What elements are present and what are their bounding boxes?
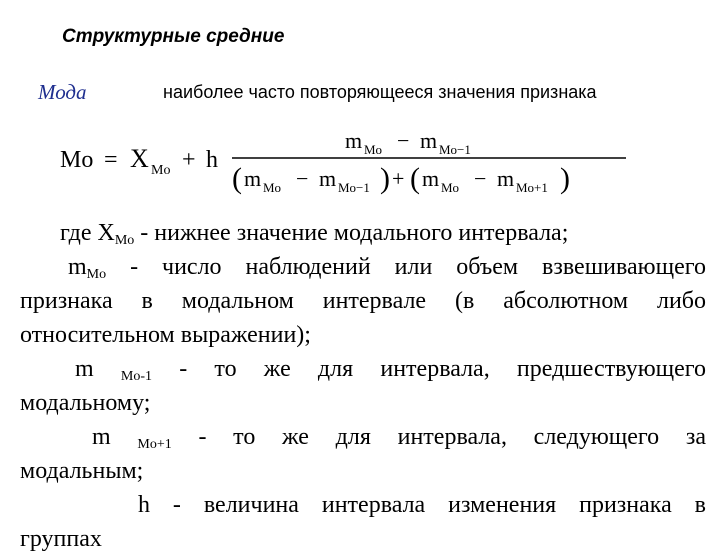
line-h: h - величина интервала изменения признака в — [138, 492, 706, 518]
line-text: - число наблюдений или объем взвешивающего — [106, 254, 706, 280]
subscript: Mo — [86, 267, 107, 282]
formula-svg — [60, 124, 660, 204]
line-m-mo-1 — [20, 352, 706, 386]
den-close2: ) — [560, 162, 570, 195]
line-x-mo — [20, 216, 706, 250]
formula-equals: = — [104, 147, 118, 173]
mode-formula — [60, 124, 660, 209]
den-m1-sub: Mo — [263, 180, 282, 195]
formula-x: X — [130, 144, 149, 173]
den-m4: m — [497, 166, 515, 191]
line-text: - то же для интервала, следующего за — [171, 424, 706, 450]
den-plus: + — [392, 166, 405, 191]
line-8: модальным; — [20, 458, 144, 484]
num-m2-sub: Mo−1 — [439, 142, 471, 157]
formula-x-sub: Mo — [151, 163, 171, 178]
line-text: m — [75, 356, 121, 382]
num-m1-sub: Mo — [364, 142, 383, 157]
den-m3: m — [422, 166, 440, 191]
line-m-mo — [20, 250, 706, 284]
line-text: m — [68, 254, 87, 280]
subscript: Mo+1 — [137, 437, 172, 452]
den-open2: ( — [410, 162, 420, 195]
line-4: относительном выражении); — [20, 322, 311, 348]
slide-title: Структурные средние — [62, 26, 285, 47]
num-minus: − — [397, 128, 410, 153]
line-text: где X — [60, 220, 115, 246]
formula-h: h — [206, 147, 218, 173]
line-text: m — [92, 424, 138, 450]
line-3: признака в модальном интервале (в абсолютном либо — [20, 288, 706, 314]
line-text: - то же для интервала, предшествующего — [152, 356, 707, 382]
den-m2: m — [319, 166, 337, 191]
line-text: - нижнее значение модального интервала; — [134, 220, 569, 246]
den-m2-sub: Mo−1 — [338, 180, 370, 195]
line-6: модальному; — [20, 390, 151, 416]
den-minus1: − — [296, 166, 309, 191]
den-close1: ) — [380, 162, 390, 195]
subscript: Mo — [114, 233, 135, 248]
den-m4-sub: Mo+1 — [516, 180, 548, 195]
line-10: группах — [20, 526, 102, 552]
den-m1: m — [244, 166, 262, 191]
den-open1: ( — [232, 162, 242, 195]
num-m1: m — [345, 128, 363, 153]
num-m2: m — [420, 128, 438, 153]
formula-lhs: Mo — [60, 147, 94, 173]
term-label: Мода — [38, 80, 87, 104]
den-m3-sub: Mo — [441, 180, 460, 195]
term-definition: наиболее часто повторяющееся значения признака — [163, 82, 597, 102]
subscript: Mo-1 — [120, 369, 153, 384]
line-m-mo+1 — [20, 420, 706, 454]
formula-plus: + — [182, 147, 196, 173]
explanation-block — [20, 216, 706, 556]
den-minus2: − — [474, 166, 487, 191]
